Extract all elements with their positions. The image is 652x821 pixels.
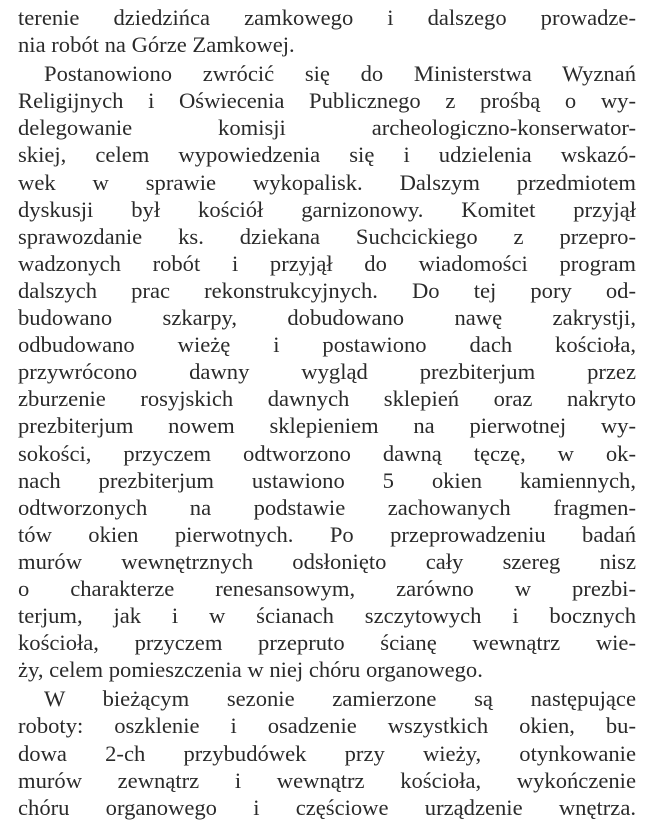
text-line: dalszych prac rekonstrukcyjnych. Do tej pory od- — [18, 277, 636, 303]
paragraph-1 — [18, 4, 636, 58]
text-line: odtworzonych na podstawie zachowanych fragmen- — [18, 494, 636, 520]
text-line: przywrócono dawny wygląd prezbiterjum przez — [18, 359, 636, 385]
text-line: zburzenie rosyjskich dawnych sklepień oraz nakryto — [18, 386, 636, 412]
text-line: terjum, jak i w ścianach szczytowych i bocznych — [18, 603, 636, 629]
text-line: murów zewnątrz i wewnątrz kościoła, wykończenie — [18, 767, 636, 793]
text-line: murów wewnętrznych odsłonięto cały szereg nisz — [18, 548, 636, 574]
text-line: tów okien pierwotnych. Po przeprowadzeniu badań — [18, 521, 636, 547]
document-page — [18, 4, 636, 821]
text-line: odbudowano wieżę i postawiono dach kościoła, — [18, 332, 636, 358]
text-line: dowa 2-ch przybudówek przy wieży, otynkowanie — [18, 740, 636, 766]
text-line: budowano szkarpy, dobudowano nawę zakrystji, — [18, 305, 636, 331]
text-line: terenie dziedzińca zamkowego i dalszego prowadze- — [18, 5, 636, 30]
paragraph-3 — [18, 685, 636, 820]
text-line: wadzonych robót i przyjął do wiadomości program — [18, 250, 636, 276]
text-line: delegowanie komisji archeologiczno-konserwator- — [18, 115, 636, 141]
paragraph-2 — [18, 60, 636, 683]
text-line: o charakterze renesansowym, zarówno w prezbi- — [18, 575, 636, 601]
text-line: ży, celem pomieszczenia w niej chóru organowego. — [18, 657, 483, 683]
text-line: prezbiterjum nowem sklepieniem na pierwotnej wy- — [18, 413, 636, 439]
text-line: chóru organowego i częściowe urządzenie wnętrza. — [18, 794, 636, 820]
text-line: kościoła, przyczem przeprutо ścianę wewnątrz wie- — [18, 630, 636, 656]
text-line: wek w sprawie wykopalisk. Dalszym przedmiotem — [18, 169, 636, 195]
text-line: dyskusji był kościół garnizonowy. Komitet przyjął — [18, 196, 636, 222]
text-line: sprawozdanie ks. dziekana Suchcickiego z przepro- — [18, 223, 636, 249]
text-line: sokości, przyczem odtworzono dawną tęczę, w ok- — [18, 440, 636, 466]
text-line: nia robót na Górze Zamkowej. — [18, 32, 295, 58]
text-line: Postanowiono zwrócić się do Ministerstwa Wyznań — [44, 61, 636, 87]
text-line: roboty: oszklenie i osadzenie wszystkich okien, bu- — [18, 713, 636, 739]
text-line: nach prezbiterjum ustawiono 5 okien kamiennych, — [18, 467, 636, 493]
text-line: W bieżącym sezonie zamierzone są następujące — [44, 686, 636, 712]
text-line: skiej, celem wypowiedzenia się i udzielenia wskazó- — [18, 142, 636, 168]
text-line: Religijnych i Oświecenia Publicznego z prośbą o wy- — [18, 88, 636, 114]
